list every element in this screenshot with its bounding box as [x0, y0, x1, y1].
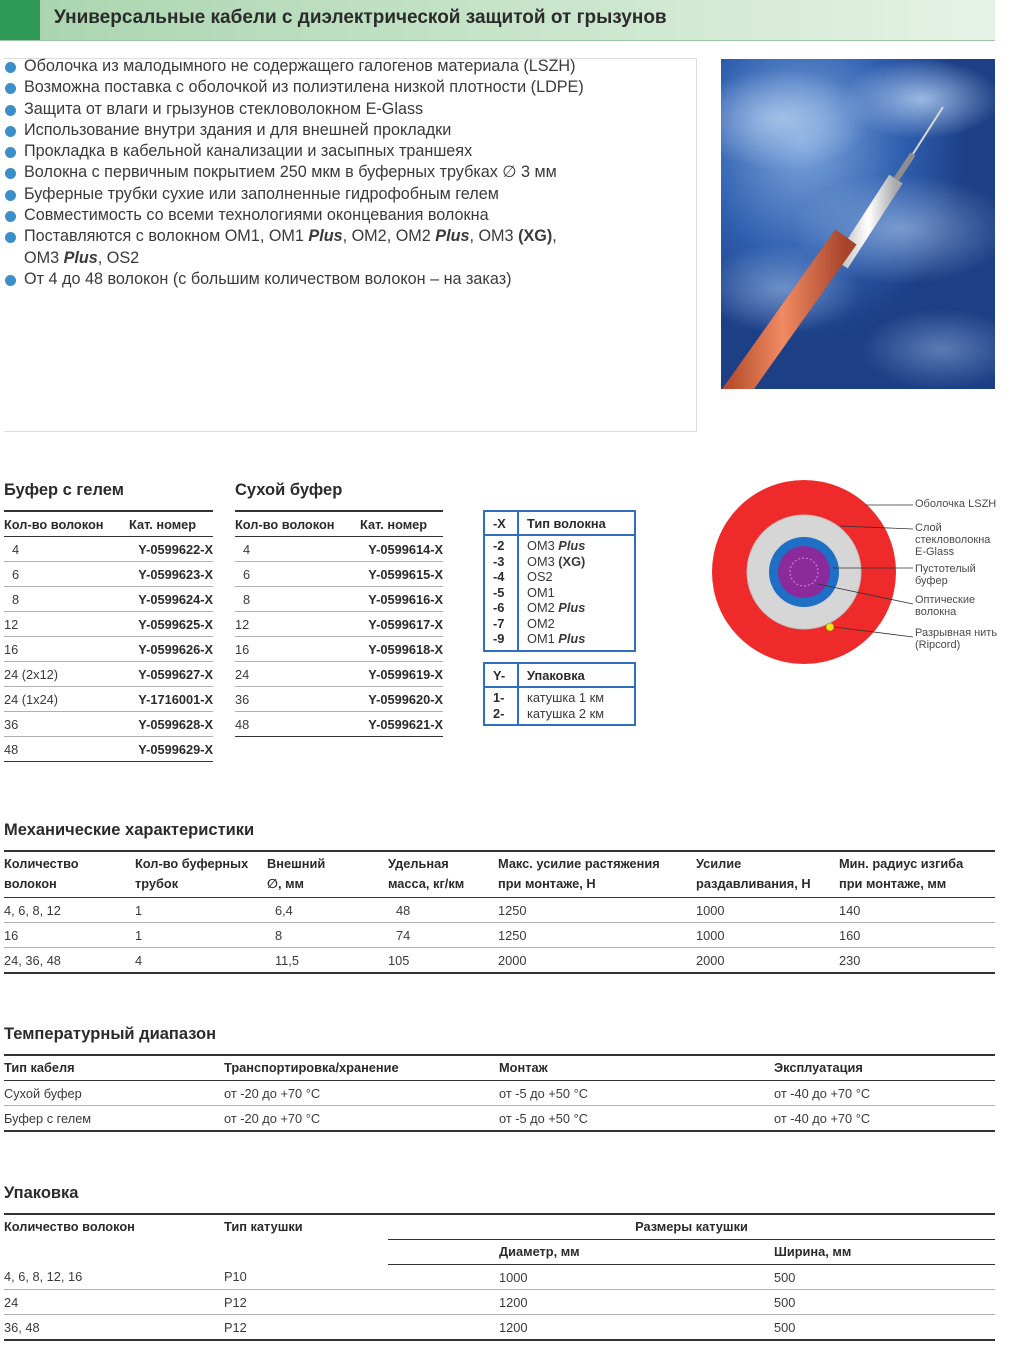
table-row: 8 Y-0599624-X — [4, 587, 213, 612]
table-row: Сухой буфер от -20 до +70 °C от -5 до +50 °C от -40 до +70 °C — [4, 1081, 995, 1106]
feature-item: Защита от влаги и грызунов стекловолокном E-Glass — [4, 99, 694, 120]
bullet-icon — [5, 275, 16, 286]
table-row: 48 Y-0599621-X — [235, 712, 443, 737]
diagram-label-ripcord: Разрывная нить (Ripcord) — [915, 627, 998, 651]
table-row: 24 (2x12) Y-0599627-X — [4, 662, 213, 687]
bullet-icon — [5, 211, 16, 222]
diagram-label-tube: Пустотелый буфер — [915, 563, 976, 587]
bullet-icon — [5, 105, 16, 116]
table-row: 24 (1x24) Y-1716001-X — [4, 687, 213, 712]
table-row: 4, 6, 8, 12 1 6,4 48 1250 1000 140 — [4, 898, 995, 923]
feature-item: Оболочка из малодымного не содержащего галогенов материала (LSZH) — [4, 56, 694, 77]
feature-item: Возможна поставка с оболочкой из полиэтилена низкой плотности (LDPE) — [4, 77, 694, 98]
page-title: Универсальные кабели с диэлектрической защитой от грызунов — [54, 7, 667, 28]
temperature-table — [4, 1054, 995, 1132]
bullet-icon — [5, 168, 16, 179]
feature-item: Прокладка в кабельной канализации и засыпных траншеях — [4, 141, 694, 162]
table-row: 24, 36, 48 4 11,5 105 2000 2000 230 — [4, 948, 995, 974]
table-row: 6 Y-0599615-X — [235, 562, 443, 587]
table-row: 12 Y-0599617-X — [235, 612, 443, 637]
table-row: Буфер с гелем от -20 до +70 °C от -5 до +50 °C от -40 до +70 °C — [4, 1106, 995, 1132]
table-header-row: Кол-во волокон Кат. номер — [4, 511, 213, 537]
gel-buffer-title: Буфер с гелем — [4, 481, 124, 499]
bullet-icon — [5, 232, 16, 243]
table-row: 12 Y-0599625-X — [4, 612, 213, 637]
feature-item: Волокна с первичным покрытием 250 мкм в буферных трубках ∅ 3 мм — [4, 162, 694, 183]
table-row: 36 Y-0599628-X — [4, 712, 213, 737]
table-row: 4, 6, 8, 12, 16 P10 1000 500 — [4, 1265, 995, 1290]
table-row: 36, 48 P12 1200 500 — [4, 1315, 995, 1341]
diagram-label-glass: Слой стекловолокна E-Glass — [915, 522, 991, 558]
table-row: 48 Y-0599629-X — [4, 737, 213, 762]
feature-item-fiber-types: Поставляются с волокном OM1, OM1 Plus, OM2, OM2 Plus, OM3 (XG), OM3 Plus, OS2 — [4, 226, 694, 269]
code-row: -5 OM1 — [484, 585, 635, 601]
packaging-code-box — [483, 662, 636, 726]
code-row: -9 OM1 Plus — [484, 631, 635, 651]
table-row: 24 P12 1200 500 — [4, 1290, 995, 1315]
table-header-row: Тип кабеля Транспортировка/хранение Монтаж Эксплуатация — [4, 1055, 995, 1081]
code-box-header: -X Тип волокна — [484, 511, 635, 535]
cable-cross-section-diagram — [700, 480, 915, 680]
cable-photo — [721, 59, 995, 389]
mechanical-table — [4, 850, 995, 974]
gel-buffer-table — [4, 510, 213, 762]
bullet-icon — [5, 190, 16, 201]
table-row: 16 Y-0599626-X — [4, 637, 213, 662]
table-header-row: Количество волокон Кол-во буферных трубок Внешний ∅, мм Удельная масса, кг/км Макс. усилие растяжения при монтаже, Н Усилие раздавливания, Н Мин. радиус изгиба при монтаже, мм — [4, 851, 995, 898]
table-header-row: Кол-во волокон Кат. номер — [235, 511, 443, 537]
feature-list — [4, 56, 694, 290]
table-row: 4 Y-0599614-X — [235, 537, 443, 562]
feature-item: Буферные трубки сухие или заполненные гидрофобным гелем — [4, 184, 694, 205]
page-header — [0, 0, 995, 41]
packaging-table — [4, 1213, 995, 1341]
code-row: -2 OM3 Plus — [484, 535, 635, 554]
feature-item: Совместимость со всеми технологиями оконцевания волокна — [4, 205, 694, 226]
table-row: 4 Y-0599622-X — [4, 537, 213, 562]
feature-item: От 4 до 48 волокон (с большим количеством волокон – на заказ) — [4, 269, 694, 290]
table-row: 16 Y-0599618-X — [235, 637, 443, 662]
code-row: -3 OM3 (XG) — [484, 554, 635, 570]
code-row: 2- катушка 2 км — [484, 706, 635, 726]
code-box-header: Y- Упаковка — [484, 663, 635, 687]
dry-buffer-table — [235, 510, 443, 737]
code-row: 1- катушка 1 км — [484, 687, 635, 706]
table-row: 6 Y-0599623-X — [4, 562, 213, 587]
bullet-icon — [5, 62, 16, 73]
diagram-label-sheath: Оболочка LSZH — [915, 498, 997, 510]
fiber-type-code-box — [483, 510, 636, 652]
header-accent-block — [0, 0, 40, 40]
table-row: 8 Y-0599616-X — [235, 587, 443, 612]
table-header-subrow: Диаметр, мм Ширина, мм — [4, 1240, 995, 1265]
bullet-icon — [5, 83, 16, 94]
fiber-core — [778, 546, 830, 598]
packaging-title: Упаковка — [4, 1184, 79, 1202]
table-header-row: Количество волокон Тип катушки Размеры катушки — [4, 1214, 995, 1240]
table-row: 24 Y-0599619-X — [235, 662, 443, 687]
mechanical-title: Механические характеристики — [4, 821, 255, 839]
code-row: -7 OM2 — [484, 616, 635, 632]
ripcord — [826, 623, 834, 631]
code-row: -6 OM2 Plus — [484, 600, 635, 616]
code-row: -4 OS2 — [484, 569, 635, 585]
diagram-label-fibers: Оптические волокна — [915, 594, 976, 618]
bullet-icon — [5, 147, 16, 158]
table-row: 36 Y-0599620-X — [235, 687, 443, 712]
dry-buffer-title: Сухой буфер — [235, 481, 343, 499]
temperature-title: Температурный диапазон — [4, 1025, 217, 1043]
bullet-icon — [5, 126, 16, 137]
feature-item: Использование внутри здания и для внешней прокладки — [4, 120, 694, 141]
table-row: 16 1 8 74 1250 1000 160 — [4, 923, 995, 948]
